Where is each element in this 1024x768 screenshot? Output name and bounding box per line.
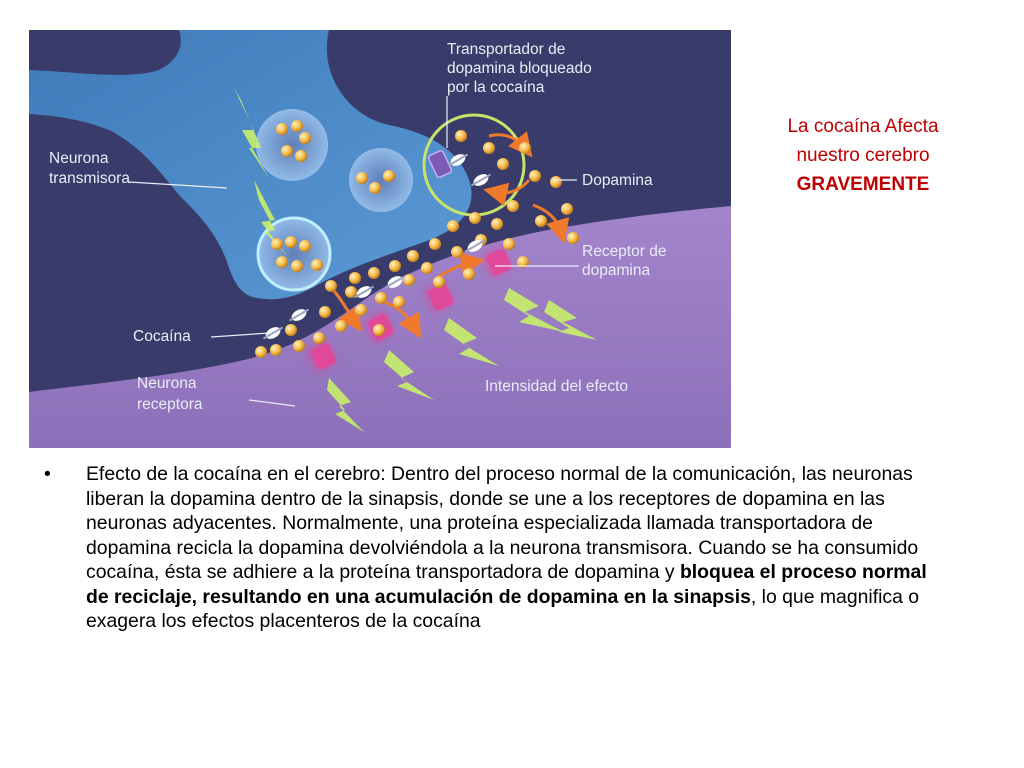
- bullet-emphasis: bloquea el proceso normal de reciclaje, resultando en una acumulación de dopamina en la sinapsis: [86, 561, 927, 608]
- label-receiver-neuron: Neurona receptora: [137, 375, 203, 413]
- bullet-dot-icon: •: [44, 463, 51, 485]
- slide-title-line-2: nuestro cerebro: [796, 145, 930, 166]
- slide-title: [750, 112, 976, 199]
- slide-title-line-3: GRAVEMENTE: [796, 174, 930, 195]
- slide-title-line-1: La cocaína Afecta: [787, 116, 939, 137]
- label-cocaine: Cocaína: [133, 328, 191, 345]
- bullet-intro: Efecto de la cocaína en el cerebro: Dentro del proceso normal de la comunicación, las neuronas liberan la dopamina dentro de la sinapsis, donde se une a los receptores de dopamina en las neuronas adyacentes. Normalmente, una proteína especializada llamada transportadora de dopamina recicla la dopamina devolviéndola a la neurona transmisora. Cuando se ha consumido cocaína, ésta se adhiere a la proteína transportadora de dopamina y: [86, 463, 919, 583]
- label-transporter: Transportador de dopamina bloqueado por la cocaína: [447, 41, 592, 96]
- label-effect-intensity: Intensidad del efecto: [485, 378, 629, 395]
- bullet-list: [40, 462, 940, 634]
- label-dopamine: Dopamina: [582, 172, 653, 189]
- label-receptor: Receptor de dopamina: [582, 243, 667, 279]
- bullet-paragraph: [86, 462, 940, 634]
- label-transmitter-neuron: Neurona transmisora: [49, 150, 130, 187]
- cocaine-synapse-diagram: [29, 30, 731, 448]
- bullet-outro: , lo que magnifica o exagera los efectos placenteros de la cocaína: [86, 585, 920, 632]
